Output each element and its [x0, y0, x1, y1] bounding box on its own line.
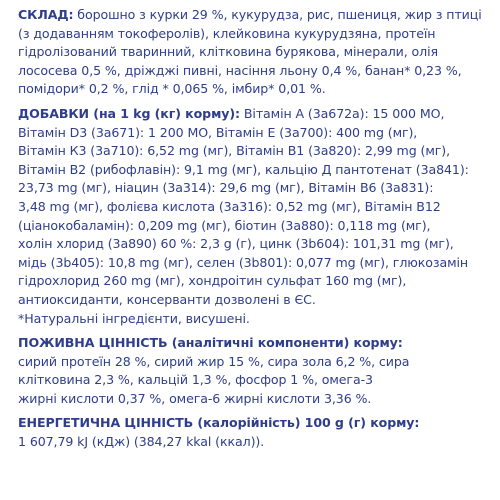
additives-heading: ДОБАВКИ (на 1 kg (кг) корму):: [18, 105, 240, 121]
composition-line-1: [18, 6, 486, 25]
additives-section: [18, 105, 486, 328]
composition-line-5: помідори* 0,2 %, глід * 0,065 %, імбир* 0,01 %.: [18, 81, 326, 97]
nutrition-section: [18, 334, 486, 408]
composition-line-3: гідролізований тваринний, клітковина бурякова, мінерали, олія: [18, 44, 438, 60]
additives-line-10: гідрохлорид 260 mg (мг), хондроітин сульфат 160 mg (мг),: [18, 273, 407, 289]
nutrition-line-3: жирні кислоти 0,37 %, омега-6 жирні кислоти 3,36 %.: [18, 390, 372, 406]
nutrition-heading: ПОЖИВНА ЦІННІСТЬ (аналітичні компоненти) корму:: [18, 335, 403, 351]
energy-heading: ЕНЕРГЕТИЧНА ЦІННІСТЬ (калорійність) 100 g (г) корму:: [18, 415, 420, 431]
additives-line-5: 23,73 mg (мг), ніацин (3a314): 29,6 mg (мг), Вітамін В6 (3a831):: [18, 180, 434, 196]
additives-line-2: Вітамін D3 (3a671): 1 200 МО, Вітамін Е (3a700): 400 mg (мг),: [18, 124, 418, 140]
nutrition-line-2: клітковина 2,3 %, кальцій 1,3 %, фосфор 1 %, омега-3: [18, 372, 373, 388]
composition-section: [18, 6, 486, 99]
additives-line-9: мідь (3b405): 10,8 mg (мг), селен (3b801): 0,077 mg (мг), глюкозамін: [18, 254, 469, 270]
composition-text: борошно з курки 29 %, кукурудза, рис, пшениця, жир з птиці: [73, 7, 482, 22]
composition-heading: СКЛАД:: [18, 7, 74, 22]
product-label-text: [18, 6, 486, 452]
additives-line-8: холін хлорид (3a890) 60 %: 2,3 g (г), цинк (3b604): 101,31 mg (мг),: [18, 236, 454, 252]
additives-footnote: *Натуральні інгредієнти, висушені.: [18, 310, 250, 326]
additives-line-3: Вітамін К3 (3a710): 6,52 mg (мг), Вітамін В1 (3a820): 2,99 mg (мг),: [18, 143, 450, 159]
additives-line-4: Вітамін В2 (рибофлавін): 9,1 mg (мг), кальцію Д пантотенат (3a841):: [18, 161, 469, 177]
energy-section: [18, 414, 486, 451]
additives-text: Вітамін А (3a672a): 15 000 МО,: [239, 105, 445, 121]
additives-line-11: антиоксиданти, консерванти дозволені в ЄС.: [18, 291, 316, 307]
composition-line-4: лососева 0,5 %, дріжджі пивні, насіння льону 0,4 %, банан* 0,23 %,: [18, 62, 462, 78]
additives-line-7: (ціанокобаламін): 0,209 mg (мг), біотин (3a880): 0,118 mg (мг),: [18, 217, 431, 233]
additives-line-6: 3,48 mg (мг), фолієва кислота (3a316): 0,52 mg (мг), Вітамін В12: [18, 198, 441, 214]
composition-line-2: (з додаванням токоферолів), клейковина кукурудзяна, протеїн: [18, 25, 436, 41]
additives-line-1: [18, 105, 486, 124]
energy-line-1: 1 607,79 kJ (кДж) (384,27 kkal (ккал)).: [18, 434, 265, 450]
nutrition-line-1: сирий протеїн 28 %, сирий жир 15 %, сира зола 6,2 %, сира: [18, 353, 410, 369]
